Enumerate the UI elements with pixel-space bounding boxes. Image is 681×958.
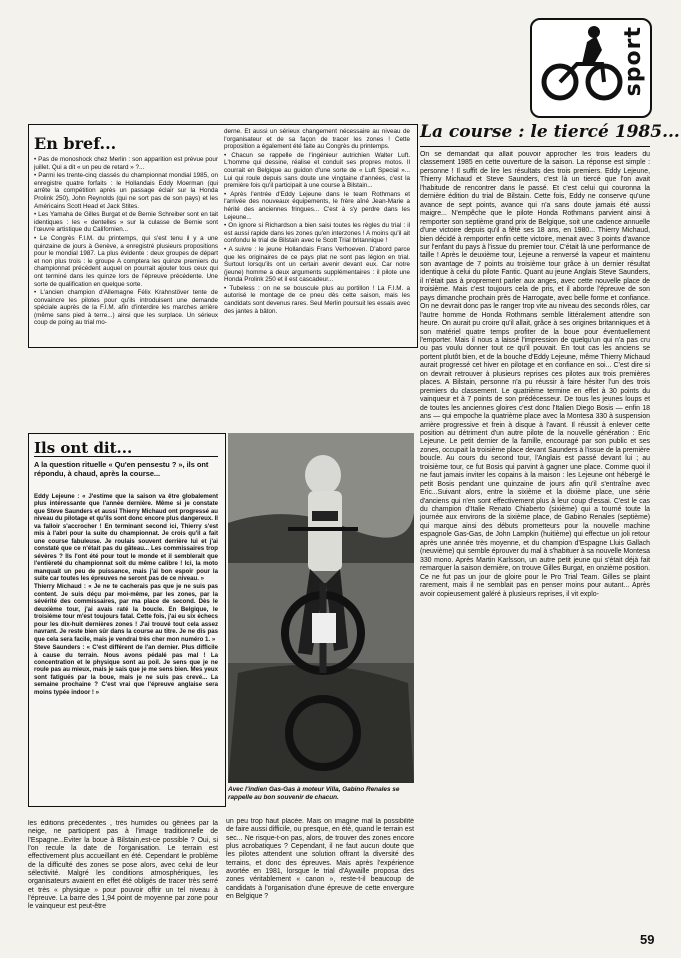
ils-ont-dit-subtitle: A la question rituelle « Qu'en pensestu ? », ils ont répondu, à chaud, après la course... (34, 460, 209, 478)
ils-ont-dit-title: Ils ont dit... (34, 439, 133, 457)
ils-ont-dit-quotes (34, 493, 218, 801)
bref-item: • Les Yamaha de Gilles Burgat et de Bernie Schreiber sont en tait identiques : les « dentelles » sur la culasse de Bernie sont l'œuvre artistique du Californien... (34, 211, 218, 234)
photo-caption: Avec l'indien Gas-Gas à moteur Villa, Gabino Renales se rappelle au bon souvenir de chacun. (228, 786, 400, 801)
bref-item: • Tubeless : on ne se bouscule plus au portillon ! La F.I.M. a autorisé le montage de ce pneu dès cette saison, mais les candidats sont devenus rares. Seul Merlin poursuit les essais avec des jantes à bâton. (224, 284, 410, 315)
bottom-column-2: un peu trop haut placée. Mais on imagine mal la possibilité de faire aussi difficile, ou presque, en été, quand le terrain est sec... Ne risque-t-on pas, alors, de trouver des zones encore plus acrobatiques ? Cependant, il ne faut aucun doute que les pilotes attendent une solution offrant la diversité des terrains, et donc des épreuves. Mais après l'expérience avortée en 1981, lorsque le trial d'Aywaille proposa des zones véritablement « canon », reste-t-il beaucoup de candidats à l'organisation d'une épreuve de cette envergure en Belgique ? (226, 818, 414, 901)
quote: Eddy Lejeune : « J'estime que la saison va être globalement plus intéressante que l'année dernière. Même si je constate que Steve Saunders et aussi Thierry Michaud ont progressé au niveau du pilotage et qu'ils sont donc encore plus dangereux. Il va falloir s'accrocher ! En terminant second ici, Thierry s'est mis à l'abri pour la suite du championnat. Je crois qu'il a fait une course fabuleuse. Je roulais souvent derrière lui et j'ai constaté que ce n'était pas du gâteau... Les commissaires trop sévères ? Ils l'ont été pour tout le monde et il semblerait que l'entièreté du championnat soit du même calibre ! Ici, la moto manquait un peu de puissance, mais j'ai bon espoir pour la suite car toutes les épreuves ne seront pas de ce niveau. » (34, 493, 218, 582)
trial-rider-photo (228, 433, 414, 783)
title-rule (420, 146, 650, 147)
sport-section-logo (530, 18, 652, 118)
quote: Thierry Michaud : « Je ne te cacherais pas que je ne suis pas content. Je suis déçu par moi-même, par les zones, par la sévérité des commissaires, par ma place de second. Dès le deuxième tour, j'ai avais raté la boucle. En Belgique, le troisième tour m'est toujours fatal. Cette fois, j'ai eu six échecs pour les dix-huit dernières zones ! J'ai trouvé tout cela assez navrant. Je reste bien sûr dans la course au titre. Je ne dis pas que cela sera facile, mais je vendrai très cher mon numéro 1. » (34, 583, 218, 643)
page-number: 59 (640, 932, 655, 947)
bottom-column-1: les éditions précédentes , très humides ou gênées par la neige, ne participent pas à l'image traditionnelle de l'Espagne...Eviter la boue à Bilstain,est-ce possible ? Oui, si l'on recule la date de l'organisation. Le terrain est effectivement plus accueillant en été. Cependant le problème de la difficulté des zones se pose alors, avec celui de leur sélectivité. Malgré les conditions atmosphériques, les organisateurs avaient en effet été obligés de tracer très serré et très « physique » pour pouvoir offrir un tel niveau à l'épreuve. La barre des 1,94 point de moyenne par zone pour le vainqueur est peut-être (28, 820, 218, 911)
logo-word: sport (621, 26, 646, 97)
la-course-body: On se demandait qui allait pouvoir approcher les trois leaders du classement 1985 en cette ouverture de la saison. La réponse est simple : personne ! Il suffit de lire les résultats des trois premiers. Eddy Lejeune, Thierry Michaud et Steve Saunders, c'est là un tiercé que l'on avait l'habitude de rencontrer dans le passé. Et c'est celui qui couronna la dernière édition du trial de Bilstain. Cette fois, Eddy ne conserve qu'une avance de sept points, avance qui n'a sans doute jamais été aussi maigre... N'empêche que le pilote Honda Rothmans parvient ainsi à remporter son septième grand prix de Belgique, soit une cadence annuelle d'une victoire depuis qu'il a fêté ses 18 ans, en 1980... Thierry Michaud, bien décidé à remporter enfin cette victoire, menait avec 3 points d'avance sur l'enfant du pays à l'issue du premier tour. C'était là une performance de taille ! Après le deuxième tour, Lejeune a renversé la vapeur et maintenu son avantage de 7 points au troisième tour grâce à un dernier résultat identique à celui du pilote Fantic. Quant au jeune Anglais Steve Saunders, il n'était pas à proprement parler aux anges, avec cette nouvelle place de troisième. Mais c'est toujours cela de pris, et il aborde l'épreuve de son pays dimanche prochain près de Harrogate, avec belle forme et confiance. On ne devrait donc pas le ranger trop vite au niveau des seconds rôles, car l'autre homme de Honda Rothmans semble littéralement attendre son heure. On aurait pu croire qu'il allait, grâce à ses origines britanniques et à son matériel quatre temps profiter de la boue pour éventuellement l'emporter. Mais il nous a laissé l'impression de quelqu'un qui n'a pas cru ou pas voulu donner tout ce qu'il pouvait. En tout cas les anciens se portent plutôt bien, et de la bouche d'Eddy Lejeune, même Thierry Michaud aurait progressé cet hiver en pilotage et en confiance en soi... C'est dire si on devrait retrouver à plusieurs reprises ces pilotes aux trois premières places. A Bilstain, personne n'a pu réussir à faire hésiter l'un des trois premiers du classement. Le quatrième termine en effet à 30 points du vainqueur et à 7 points de son prédécesseur. De tous les jeunes loups et de toutes les anciennes gloires c'est donc l'Italien Diego Bosis — enfin 18 ans — qui empoche la quatrième place avec la Montesa 330 à suspension arrière progressive et frein à disque à l'avant. Il réussit à enlever cette position au détriment d'un autre pilote de la nouvelle génération : Eric Lejeune. Le petit dernier de la famille, encouragé par son public et ses zones, occupait la troisième place devant Saunders à l'issue de la première boucle. Au cours du second tour, l'Anglais est passé devant lui ; au troisième tour, ce fut Bosis qui parvint à gagner une place. Comme quoi il ne faut jamais inviter les copains à la maison : les Lejeune ont hébergé le petit Bosis pendant une quinzaine de jours afin qu'il s'entraîne avec Eric...Suivant alors, entre la sixième et la dixième place, une série d'anciens qui n'en sont effectivement plus à leur coup d'essai. C'est le cas du champion d'Italie Renato Chiaberto (sixième) qui a tourné toute la journée aux environs de la sixième place, de Gabino Renales (septième) qui marque ainsi des débuts prometteurs pour la nouvelle machine espagnole Gas-Gas, de John Lampkin (huitième) qui effectue un joli retour après une année très moyenne, et du champion d'Espagne Lluis Gallach (neuvième) qui semble éprouver du mal à s'habituer à sa nouvelle Montesa 330 mono. Après Martin Karlsson, un autre petit jeune qui s'était déjà fait remarquer la saison dernière, on trouve Gilles Burgat, en onzième position. Ce ne fut pas un jour de gloire pour le Pro Trial Team. Gilles se plaint rarement, mais il ne semblait pas en penser moins pour autant... Après avoir copieusement galéré à plusieurs reprises, il vit explo- (420, 151, 650, 598)
en-bref-title: En bref... (34, 134, 117, 153)
divider (34, 456, 218, 457)
bref-item: • Chacun se rappelle de l'ingénieur autrichien Walter Luft. L'homme qui dessine, réalise et conduit ses propres motos. Il courrait en Belgique au guidon d'une sorte de « Luft Special »... Lui qui roule depuis sans doute une vingtaine d'années, c'est la première fois qu'il participait à une course à Bilstain... (224, 151, 410, 190)
quote: Steve Saunders : « C'est différent de l'an dernier. Plus difficile à cause du terrain. Nous avons pédalé pas mal ! La concentration et le physique sont au poil. Je sens que je ne roule pas au mieux, mais je sais que je me sens bien. Mes yeux sont fatigués par la boue, mais je ne suis pas crevé... La semaine prochaine ? C'est vrai que l'épreuve anglaise sera moins typée indoor ! » (34, 644, 218, 696)
la-course-title: La course : le tiercé 1985... (420, 122, 680, 142)
bref-item: • Pas de monoshock chez Merlin : son apparition est prévue pour juillet. Qui a dit « un peu de retard » ?... (34, 156, 218, 171)
bref-item: • A suivre : le jeune Hollandais Frans Verhoeven. D'abord parce que les originaires de ce pays plat ne sont pas légion en trial. Surtout lorsqu'ils ont un certain avenir devant eux. Car notre (jeune) homme a deux arguments supplémentaires : il pilote une Honda Prolink 250 et il est cascadeur... (224, 245, 410, 284)
en-bref-column-1 (34, 156, 218, 342)
bref-item: derne. Et aussi un sérieux changement nécessaire au niveau de l'organisateur et de sa façon de tracer les zones ! Cette proposition a également été faite au Congrès du printemps. (224, 128, 410, 151)
bref-item: • Le Congrès F.I.M. du printemps, qui s'est tenu il y a une quinzaine de jours à Genève, a enregistré plusieurs propositions pour le mondial 1987. La plus évidente : deux groupes de départ et non plus trois : le groupe A comptera les quinze premiers du championnat précédent auquel on pourrait ajouter tous ceux qui ont terminé dans les quinze lors de l'épreuve précédente. Une sorte de qualification en quelque sorte. (34, 234, 218, 288)
bref-item: • Parmi les trente-cinq classés du championnat mondial 1985, on enregistre quatre forfaits : le Hollandais Eddy Moerman (qui arrête la compétition après un passage éclair sur la Honda Prolink 250), John Reynolds (qui ne sort pas de son pays) et les Américains Scott Head et Jack Stites. (34, 172, 218, 210)
en-bref-column-2 (224, 128, 410, 342)
bref-item: • Après l'entrée d'Eddy Lejeune dans le team Rothmans et l'arrivée des nouveaux équipements, le frère aîné Jean-Marie a hérité des anciennes fringues... C'est à s'y perdre dans les Lejeune... (224, 190, 410, 221)
bref-item: • On ignore si Richardson a bien saisi toutes les règles du trial : il est aussi rapide dans les zones qu'en interzones ! A moins qu'il ait confondu le trial de Bilstain avec le Scott Trial britannique ! (224, 222, 410, 245)
bref-item: • L'ancien champion d'Allemagne Félix Krahnstöver tente de convaincre les pilotes pour qu'ils introduisent une demande spéciale auprès de la F.I.M. afin d'interdire les marches arrière (même sans pied à terre...) ainsi que les surplace. Un sérieux coup de poing au trial mo- (34, 289, 218, 327)
